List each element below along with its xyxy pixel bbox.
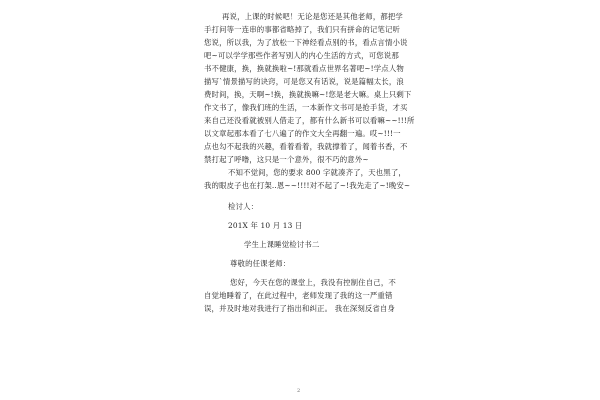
body-line: 禁打起了呼噜，这只是一个意外，很不巧的意外~ — [204, 155, 369, 164]
body-line: 以文章起那本看了七八遍了的作文大全再翻一遍。哎~!!!一 — [204, 129, 401, 138]
body-line: 您好，今天在您的课堂上，我没有控制住自己，不 — [230, 278, 396, 287]
salutation: 尊敬的任课老师： — [230, 259, 291, 268]
body-line: 描写`情景描写的诀窍，可是您又有话说，说是篇幅太长，浪 — [204, 77, 404, 86]
body-line: 来自己还没看就被别人借走了，都有什么新书可以看嘛~~!!!所 — [204, 116, 415, 125]
body-line: 我的眼皮子也在打架..恩~~!!!!对不起了~!我先走了~!晚安~ — [204, 181, 411, 190]
body-line: 吧~可以学学那些作者写别人的内心生活的方式，可您说那 — [204, 51, 399, 60]
body-line: 不知不觉间，您的要求 800 字就凑齐了，天也黑了， — [228, 168, 406, 177]
signature-label: 检讨人： — [228, 202, 259, 211]
body-line: 您说，所以我，为了放松一下神经看点别的书，看点言情小说 — [204, 38, 408, 47]
page-number: 2 — [297, 388, 301, 394]
body-line: 点也勾不起我的兴趣，看着看着，我就撑着了，闻着书香，不 — [204, 142, 408, 151]
body-line: 再说，上课的时候吧！无论是您还是其他老师，都把学 — [222, 12, 403, 21]
body-line: 误，并及时地对我进行了指出和纠正。 我在深刻反省自身 — [204, 304, 396, 313]
body-line: 书不健康，换，换就换啦~!那就看点世界名著吧~!学点人物 — [204, 64, 404, 73]
section-title: 学生上课睡觉检讨书二 — [244, 240, 320, 249]
date-line: 201X 年 10 月 13 日 — [228, 221, 303, 230]
body-line: 作文书了，像我们班的生活，一本新作文书可是抢手货，才买 — [204, 103, 408, 112]
letter-body — [204, 10, 415, 315]
body-line: 手打问等一连串的事都省略掉了，我们只有拼命的记笔记听 — [204, 25, 401, 34]
body-line: 自觉地睡着了，在此过程中，老师发现了我的这一严重错 — [204, 291, 393, 300]
body-line: 费时间，换，天啊~!换，换就换嘛~!您是老大嘛。桌上只剩下 — [204, 90, 412, 99]
